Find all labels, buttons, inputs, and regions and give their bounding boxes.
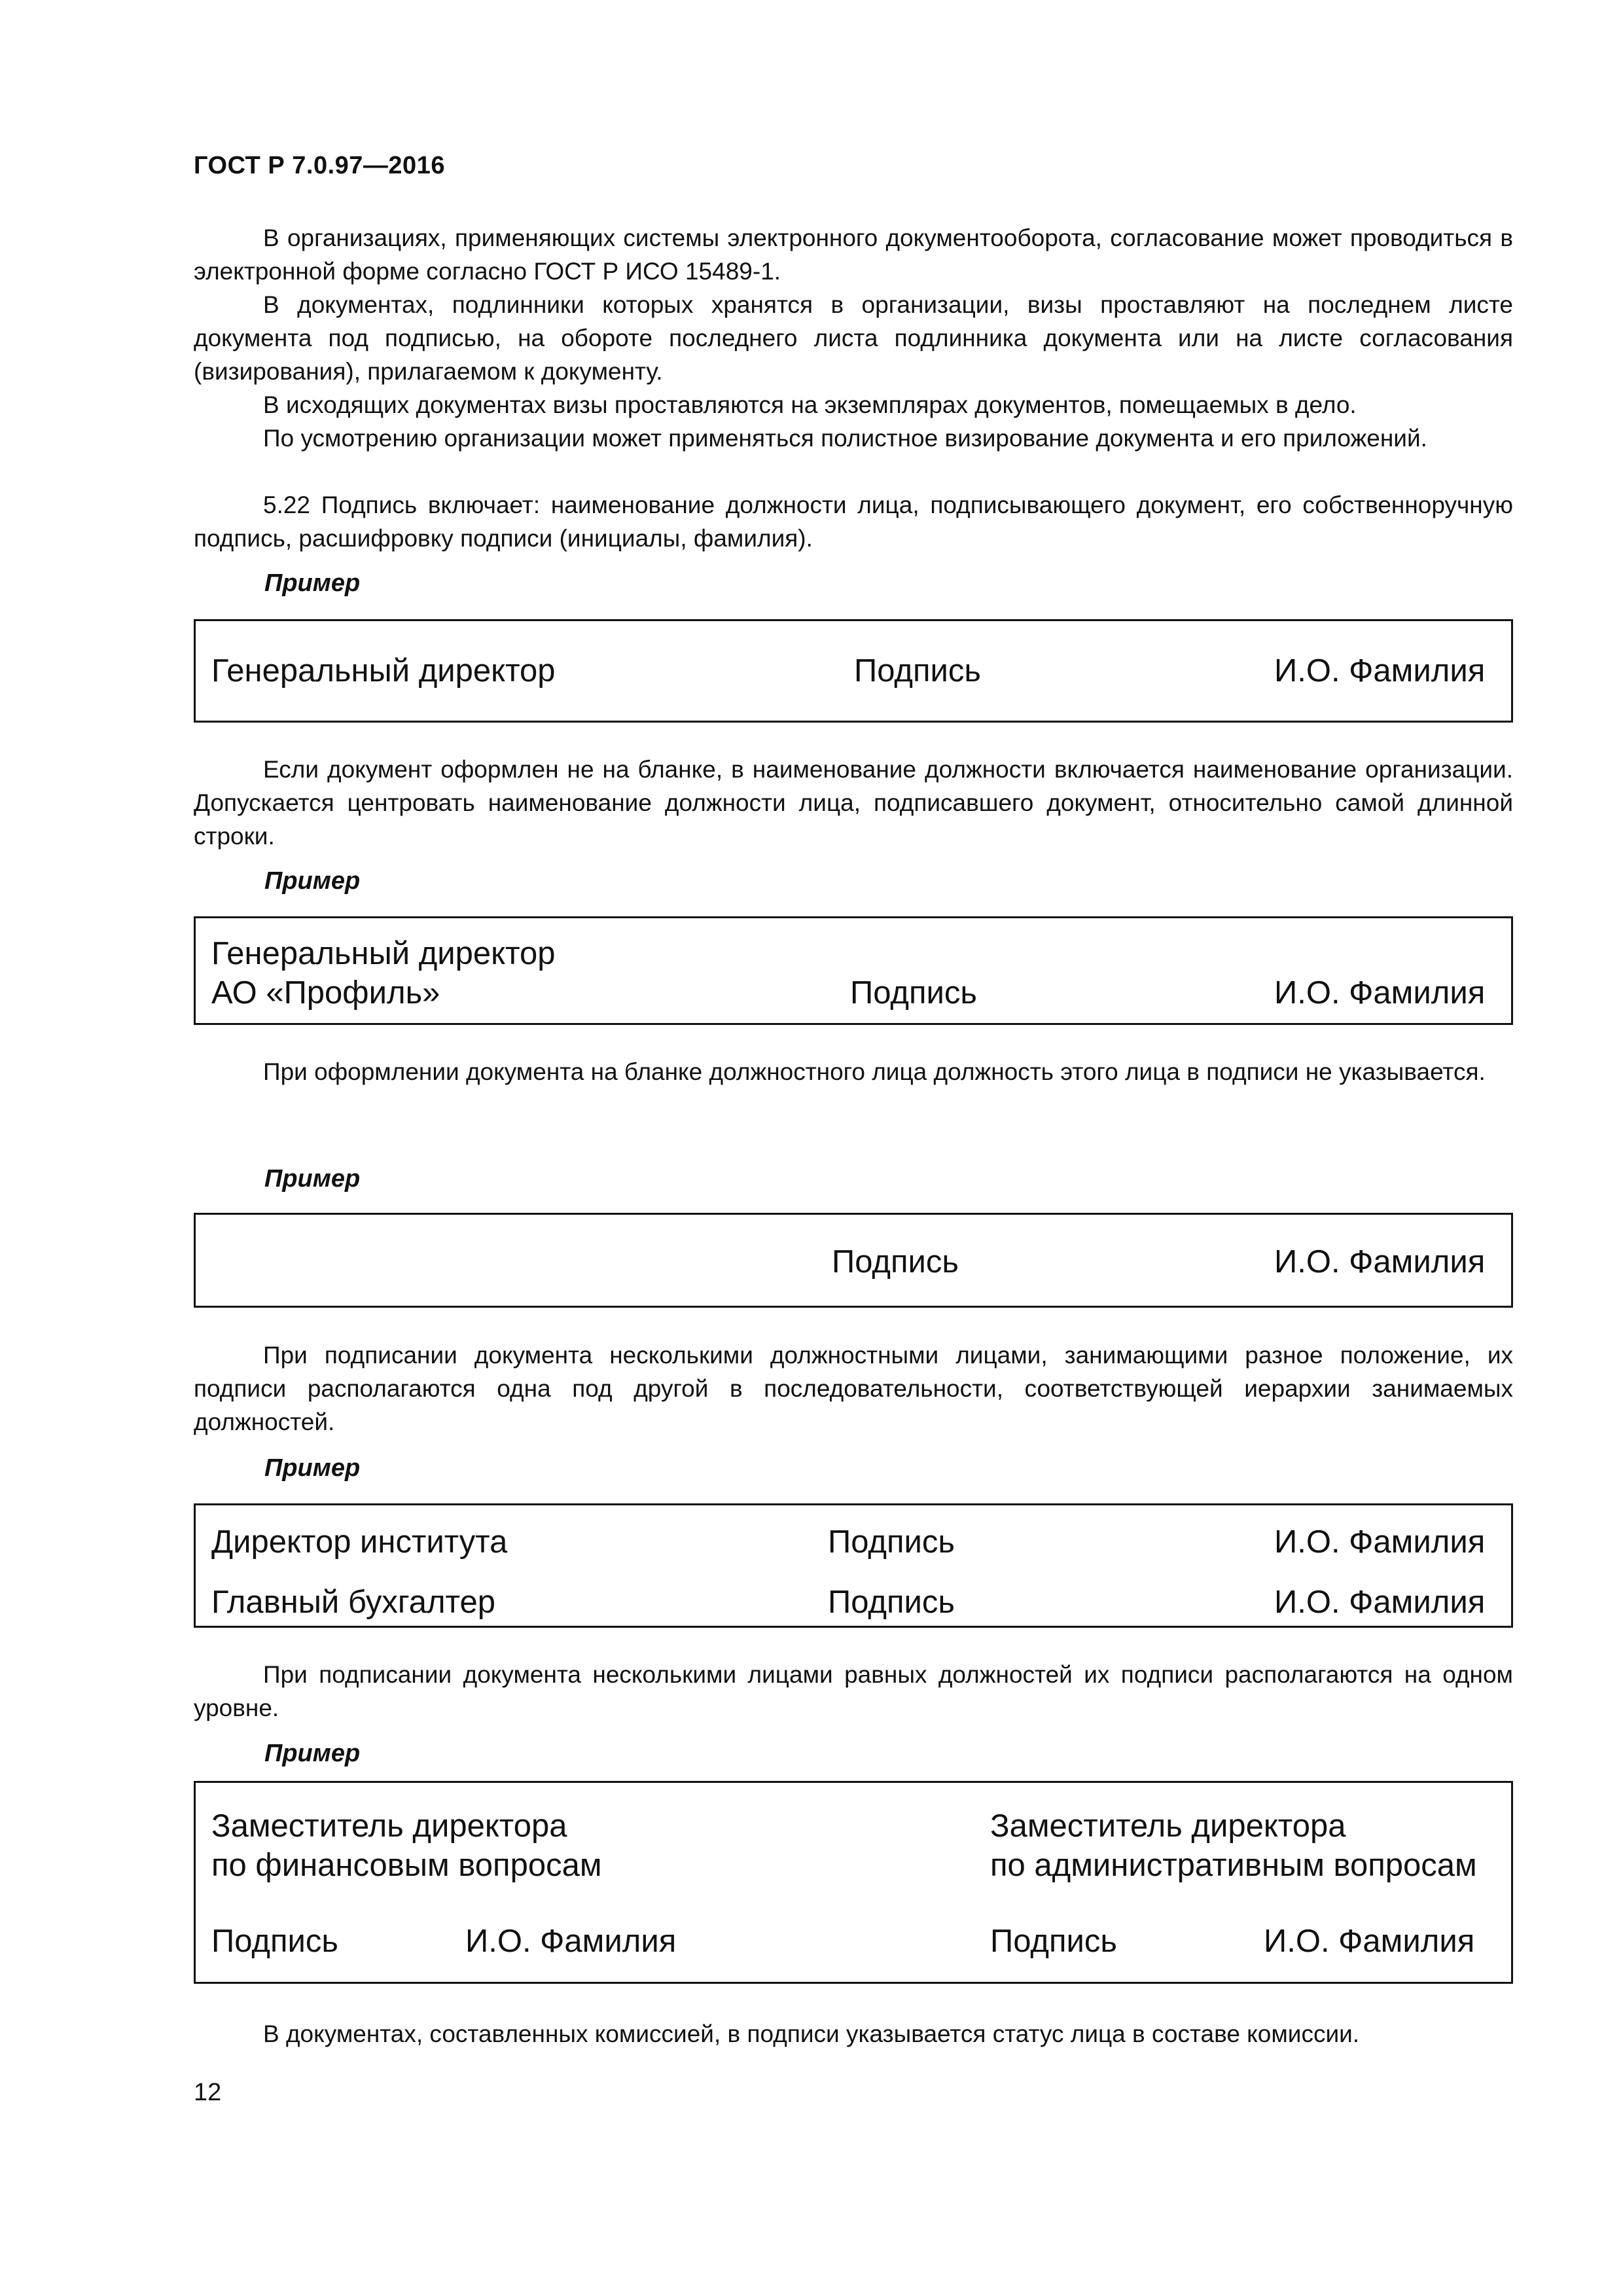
name-text: И.О. Фамилия [1274,975,1486,1011]
position-text: Заместитель директора [211,1808,567,1844]
example-label: Пример [264,1454,361,1482]
example-label: Пример [264,1165,361,1193]
position-text: Генеральный директор [211,653,556,689]
paragraph-non-letterhead: Если документ оформлен не на бланке, в наименование должности включается наименование организации. Допускается центровать наименование должности лица, подписавшего документ, относительно самой длинной строки. [194,756,1513,850]
paragraph-page-visas: По усмотрению организации может применяться полистное визирование документа и его приложений. [263,425,1427,452]
signature-text: Подпись [832,1244,959,1280]
paragraph-multiple-signers: При подписании документа несколькими должностными лицами, занимающими разное положение, их подписи располагаются одна под другой в последовательности, соответствующей иерархии занимаемых должностей. [194,1342,1513,1435]
example-label: Пример [264,1740,361,1767]
example-box-2 [194,916,1513,1025]
example-box-3 [194,1213,1513,1308]
organization-text: АО «Профиль» [211,975,440,1011]
position-text: Заместитель директора [990,1808,1346,1844]
signature-text: Подпись [850,975,977,1011]
paragraph-signature-definition: 5.22 Подпись включает: наименование должности лица, подписывающего документ, его собственноручную подпись, расшифровку подписи (инициалы, фамилия). [194,492,1513,552]
paragraph-equal-positions: При подписании документа несколькими лицами равных должностей их подписи располагаются на одном уровне. [194,1661,1513,1721]
position-text: по административным вопросам [990,1848,1477,1883]
signature-text: Подпись [828,1524,955,1560]
example-box-1 [194,619,1513,723]
paragraph-outgoing-visas: В исходящих документах визы проставляются на экземплярах документов, помещаемых в дело. [263,391,1357,418]
position-text: Главный бухгалтер [211,1585,495,1620]
name-text: И.О. Фамилия [1264,1924,1475,1959]
example-label: Пример [264,569,361,597]
name-text: И.О. Фамилия [1274,653,1486,689]
page-number: 12 [194,2079,222,2106]
position-text: Директор института [211,1524,508,1560]
example-box-4 [194,1503,1513,1628]
paragraph-commission: В документах, составленных комиссией, в подписи указывается статус лица в составе комиссии. [263,2020,1360,2047]
example-box-5 [194,1781,1513,1984]
name-text: И.О. Фамилия [1274,1585,1486,1620]
position-text: Генеральный директор [211,936,556,971]
signature-text: Подпись [211,1924,338,1959]
example-label: Пример [264,867,361,895]
name-text: И.О. Фамилия [1274,1244,1486,1280]
paragraph-official-letterhead: При оформлении документа на бланке должностного лица должность этого лица в подписи не указывается. [263,1058,1486,1085]
position-text: по финансовым вопросам [211,1848,602,1883]
paragraph-electronic-approval: В организациях, применяющих системы электронного документооборота, согласование может проводиться в электронной форме согласно ГОСТ Р ИСО 15489-1. [194,224,1513,285]
signature-text: Подпись [828,1585,955,1620]
signature-text: Подпись [854,653,981,689]
document-header: ГОСТ Р 7.0.97—2016 [194,152,445,179]
name-text: И.О. Фамилия [465,1924,677,1959]
paragraph-visa-placement: В документах, подлинники которых хранятся в организации, визы проставляют на последнем листе документа под подписью, на обороте последнего листа подлинника документа или на листе согласования (визирования), прилагаемом к документу. [194,291,1513,385]
name-text: И.О. Фамилия [1274,1524,1486,1560]
signature-text: Подпись [990,1924,1117,1959]
